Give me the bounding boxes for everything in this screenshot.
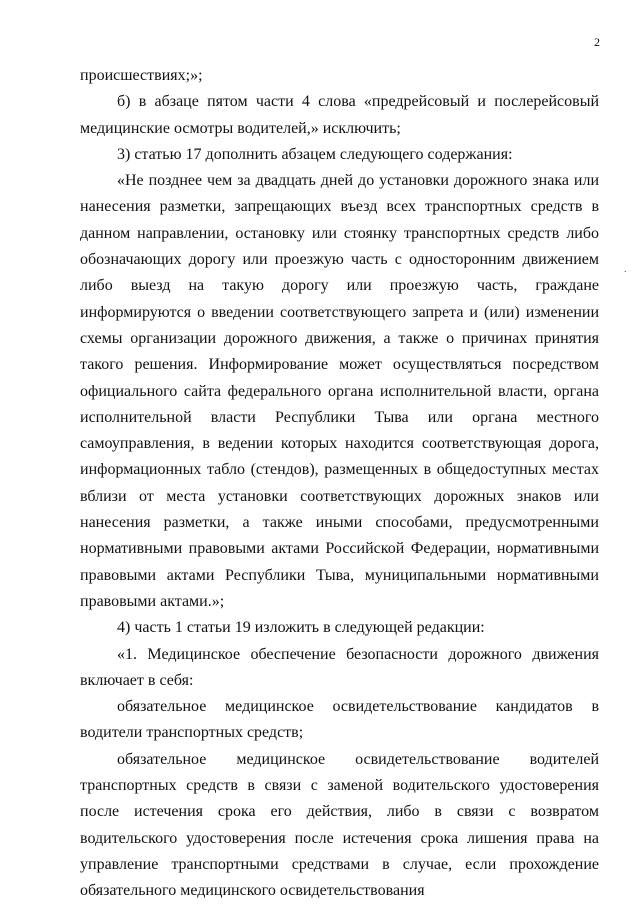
margin-mark: . bbox=[624, 264, 627, 275]
paragraph-item-3: 3) статью 17 дополнить абзацем следующего содержания: bbox=[117, 145, 513, 163]
paragraph-item-4: 4) часть 1 статьи 19 изложить в следующей редакции: bbox=[117, 619, 485, 637]
paragraph-quoted-article-17: «Не позднее чем за двадцать дней до установки дорожного знака или нанесения разметки, запрещающих въезд всех транспортных средств в данном направлении, остановку или стоянку транспортных средств либо обозначающих дорогу или проезжую часть с односторонним движением либо выезд на такую дорогу или проезжую часть, граждане информируются о введении соответствующего запрета и (или) изменении схемы организации дорожного движения, а также о причинах принятия такого решения. Информирование может осуществляться посредством официального сайта федерального органа исполнительной власти, органа исполнительной власти Республики Тыва или органа местного самоуправления, в ведении которых находится соответствующая дорога, информационных табло (стендов), размещенных в общедоступных местах вблизи от места установки соответствующих дорожных знаков или нанесения разметки, а также иными способами, предусмотренными нормативными правовыми актами Российской Федерации, нормативными правовыми актами Республики Тыва, муниципальными нормативными правовыми актами.»; bbox=[80, 172, 599, 610]
document-body bbox=[80, 63, 599, 905]
paragraph-list-drivers: обязательное медицинское освидетельствование водителей транспортных средств в связи с заменой водительского удостоверения после истечения срока его действия, либо в связи с возвратом водительского удостоверения после истечения срока лишения права на управление транспортными средствами в случае, если прохождение обязательного медицинского освидетельствования bbox=[80, 750, 599, 900]
paragraph-continuation: происшествиях;»; bbox=[80, 67, 203, 84]
page-number: 2 bbox=[594, 35, 600, 49]
paragraph-list-candidates: обязательное медицинское освидетельствование кандидатов в водители транспортных средств; bbox=[80, 698, 599, 742]
paragraph-item-b: б) в абзаце пятом части 4 слова «предрейсовый и послерейсовый медицинские осмотры водителей,» исключить; bbox=[80, 93, 599, 137]
paragraph-quoted-part-1: «1. Медицинское обеспечение безопасности дорожного движения включает в себя: bbox=[80, 645, 599, 689]
